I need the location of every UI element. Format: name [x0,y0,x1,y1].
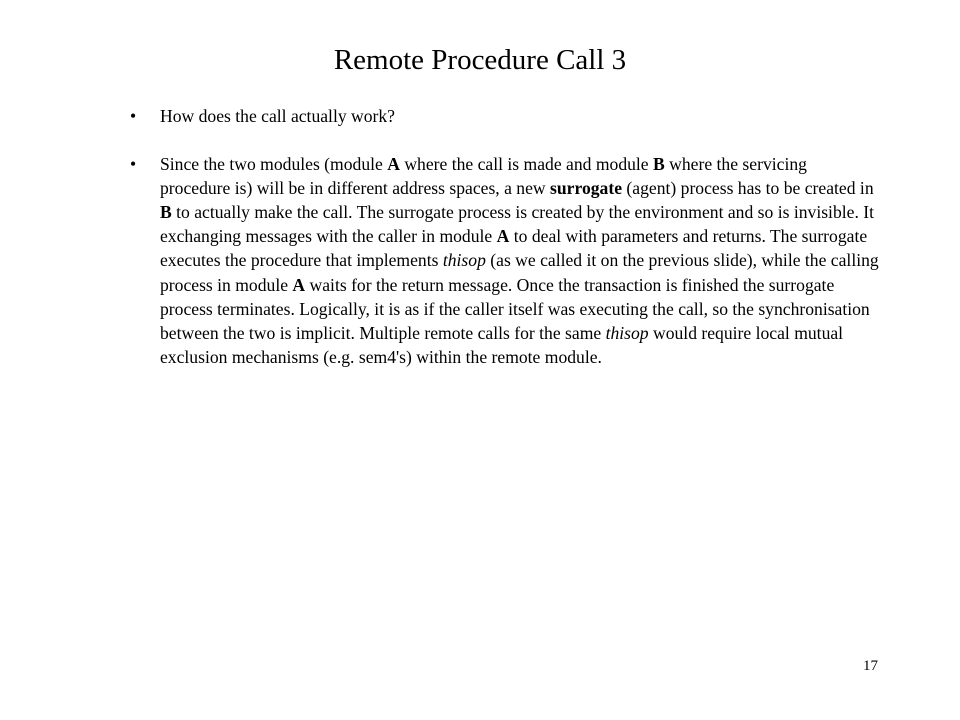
bold-run: surrogate [550,178,623,199]
bold-run: B [653,154,665,175]
text-run: would require local mutual exclusion mechanisms (e.g. sem4's) within the remote module. [160,322,844,367]
text-run: where the call is made and module [399,154,654,175]
text-run: to deal with parameters and returns. The surrogate executes the procedure that implements [160,226,868,271]
bullet-text [160,154,879,367]
text-run: How does the call actually work? [160,106,395,126]
bold-run: A [387,154,400,175]
text-run: (as we called it on the previous slide), while the calling process in module [160,250,879,295]
bullet-marker: • [130,106,137,126]
bold-run: A [292,274,306,295]
italic-run: thisop [442,250,486,271]
bold-run: A [496,226,510,247]
italic-run: thisop [605,322,649,343]
text-run: to actually make the call. The surrogate process is created by the environment and so is invisible. It exchanging messages with the caller in module [160,202,874,247]
bullet-marker: • [130,154,137,175]
slide-title: Remote Procedure Call 3 [333,44,627,76]
text-run: Since the two modules (module [160,154,388,175]
slide-number: 17 [863,658,878,674]
bold-run: B [160,202,172,223]
text-run: where the servicing procedure is) will be in different address spaces, a new [160,154,807,199]
bullet-text [160,106,395,126]
text-run: (agent) process has to be created in [622,178,874,199]
bullet-item [130,104,880,128]
bullet-item [130,152,880,369]
text-run: waits for the return message. Once the transaction is finished the surrogate process terminates. Logically, it is as if the caller itself was executing the call, so the synchronisation between the two is implicit. Multiple remote calls for the same [160,274,870,343]
bullet-list [130,104,880,369]
